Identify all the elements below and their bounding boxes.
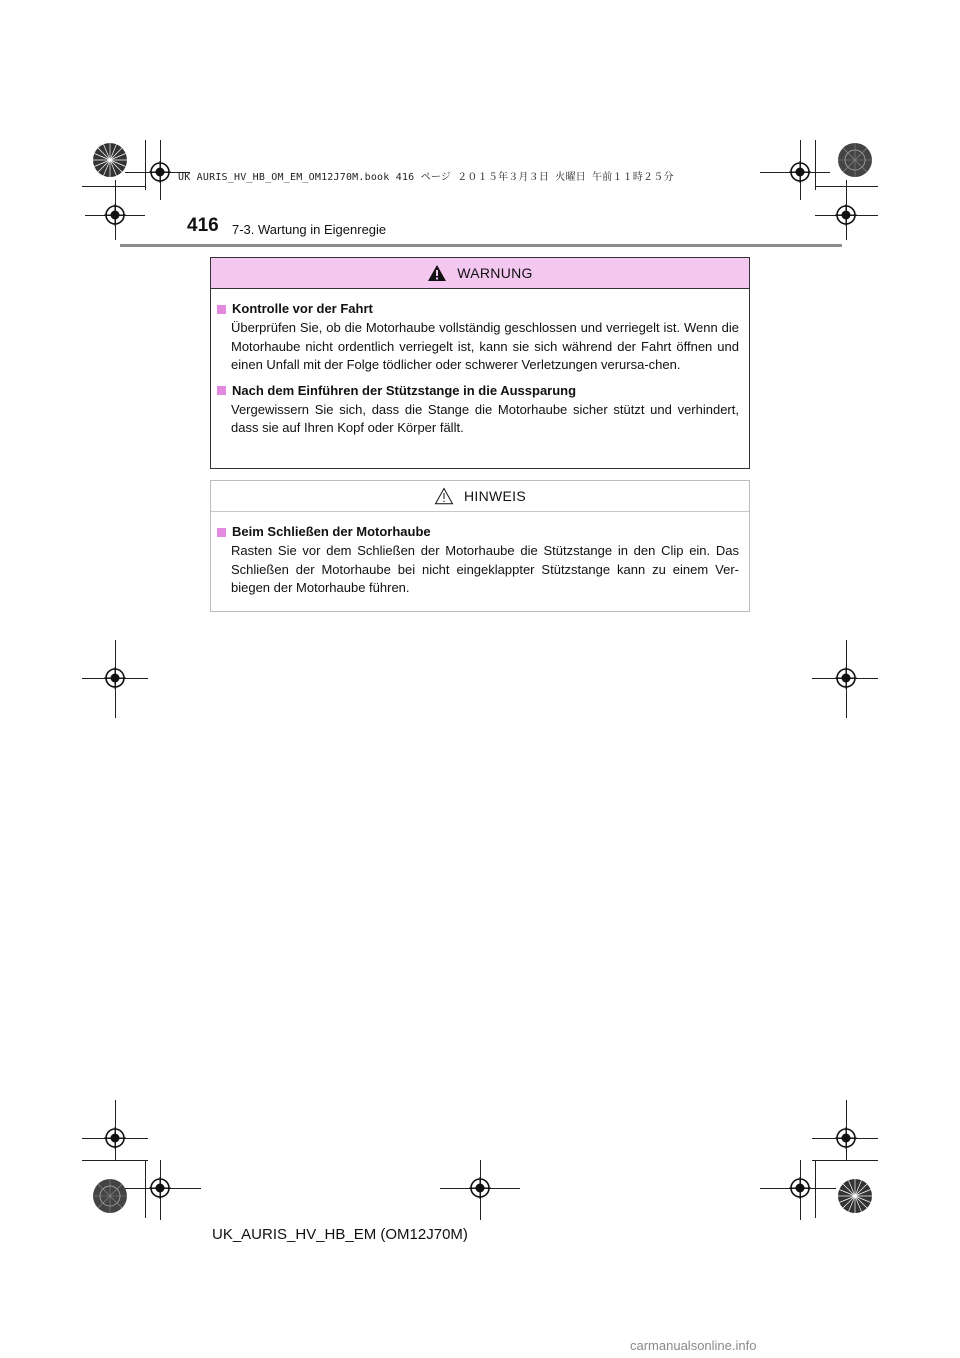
warning-item-title-row: [217, 299, 739, 319]
warning-item-title-row: [217, 381, 739, 401]
square-bullet-icon: [217, 528, 226, 537]
crop-line: [145, 1160, 146, 1218]
section-title: 7-3. Wartung in Eigenregie: [232, 222, 387, 237]
crop-line: [82, 186, 145, 187]
notice-box: [210, 480, 750, 612]
warning-item: [217, 381, 739, 438]
notice-item: [217, 522, 739, 598]
warning-item-title: Nach dem Einführen der Stützstange in die Aussparung: [232, 382, 577, 398]
book-info-line: UK AURIS_HV_HB_OM_EM_OM12J70M.book 416 ページ ２０１５年３月３日 火曜日 午前１１時２５分: [178, 172, 674, 183]
registration-mark-icon: [104, 1127, 126, 1149]
registration-mark-icon: [835, 204, 857, 226]
color-bar-mark-icon: [92, 142, 128, 178]
crop-line: [812, 1160, 878, 1161]
crop-line: [815, 1160, 816, 1218]
notice-item-title-row: [217, 522, 739, 542]
crop-line: [82, 1160, 148, 1161]
registration-mark-icon: [104, 667, 126, 689]
registration-mark-icon: [835, 667, 857, 689]
registration-mark-icon: [149, 1177, 171, 1199]
crop-line: [815, 140, 816, 190]
caution-triangle-icon: [434, 487, 454, 505]
header-rule: [120, 244, 842, 247]
watermark: carmanualsonline.info: [630, 1338, 757, 1353]
warning-item-title: Kontrolle vor der Fahrt: [232, 301, 373, 316]
registration-mark-icon: [104, 204, 126, 226]
page-number: 416: [187, 215, 219, 236]
warning-box: [210, 257, 750, 469]
footer-code: UK_AURIS_HV_HB_EM (OM12J70M): [212, 1226, 468, 1243]
registration-mark-icon: [149, 161, 171, 183]
crop-line: [145, 140, 146, 190]
notice-header: [211, 481, 749, 512]
registration-mark-icon: [789, 1177, 811, 1199]
color-bar-mark-icon: [837, 142, 873, 178]
color-bar-mark-icon: [92, 1178, 128, 1214]
notice-item-title: Beim Schließen der Motorhaube: [232, 524, 431, 539]
registration-mark-icon: [789, 161, 811, 183]
warning-item-text: Vergewissern Sie sich, dass die Stange die Motorhaube sicher stützt und verhindert, dass sie auf Ihren Kopf oder Körper fällt.: [231, 401, 739, 435]
warning-heading: WARNUNG: [457, 265, 533, 281]
notice-item-text: Rasten Sie vor dem Schließen der Motorhaube die Stützstange in den Clip ein. Das Schließen der Motorhaube bei nicht eingeklappter Stützstange kann zu einem Ver-biegen der Motorhaube führen.: [231, 543, 739, 595]
warning-header: [211, 258, 749, 289]
square-bullet-icon: [217, 386, 226, 395]
square-bullet-icon: [217, 305, 226, 314]
warning-item: [217, 299, 739, 375]
notice-heading: HINWEIS: [464, 488, 526, 504]
registration-mark-icon: [835, 1127, 857, 1149]
warning-body: [211, 289, 749, 438]
warning-triangle-icon: [427, 264, 447, 282]
notice-body: [211, 512, 749, 598]
color-bar-mark-icon: [837, 1178, 873, 1214]
warning-item-text: Überprüfen Sie, ob die Motorhaube vollständig geschlossen und verriegelt ist. Wenn die Motorhaube nicht ordentlich verriegelt ist, kann sie sich während der Fahrt öffnen und einen Unfall mit der Folge tödlicher oder schwerer Verletzungen verursa-chen.: [231, 320, 739, 372]
registration-mark-icon: [469, 1177, 491, 1199]
